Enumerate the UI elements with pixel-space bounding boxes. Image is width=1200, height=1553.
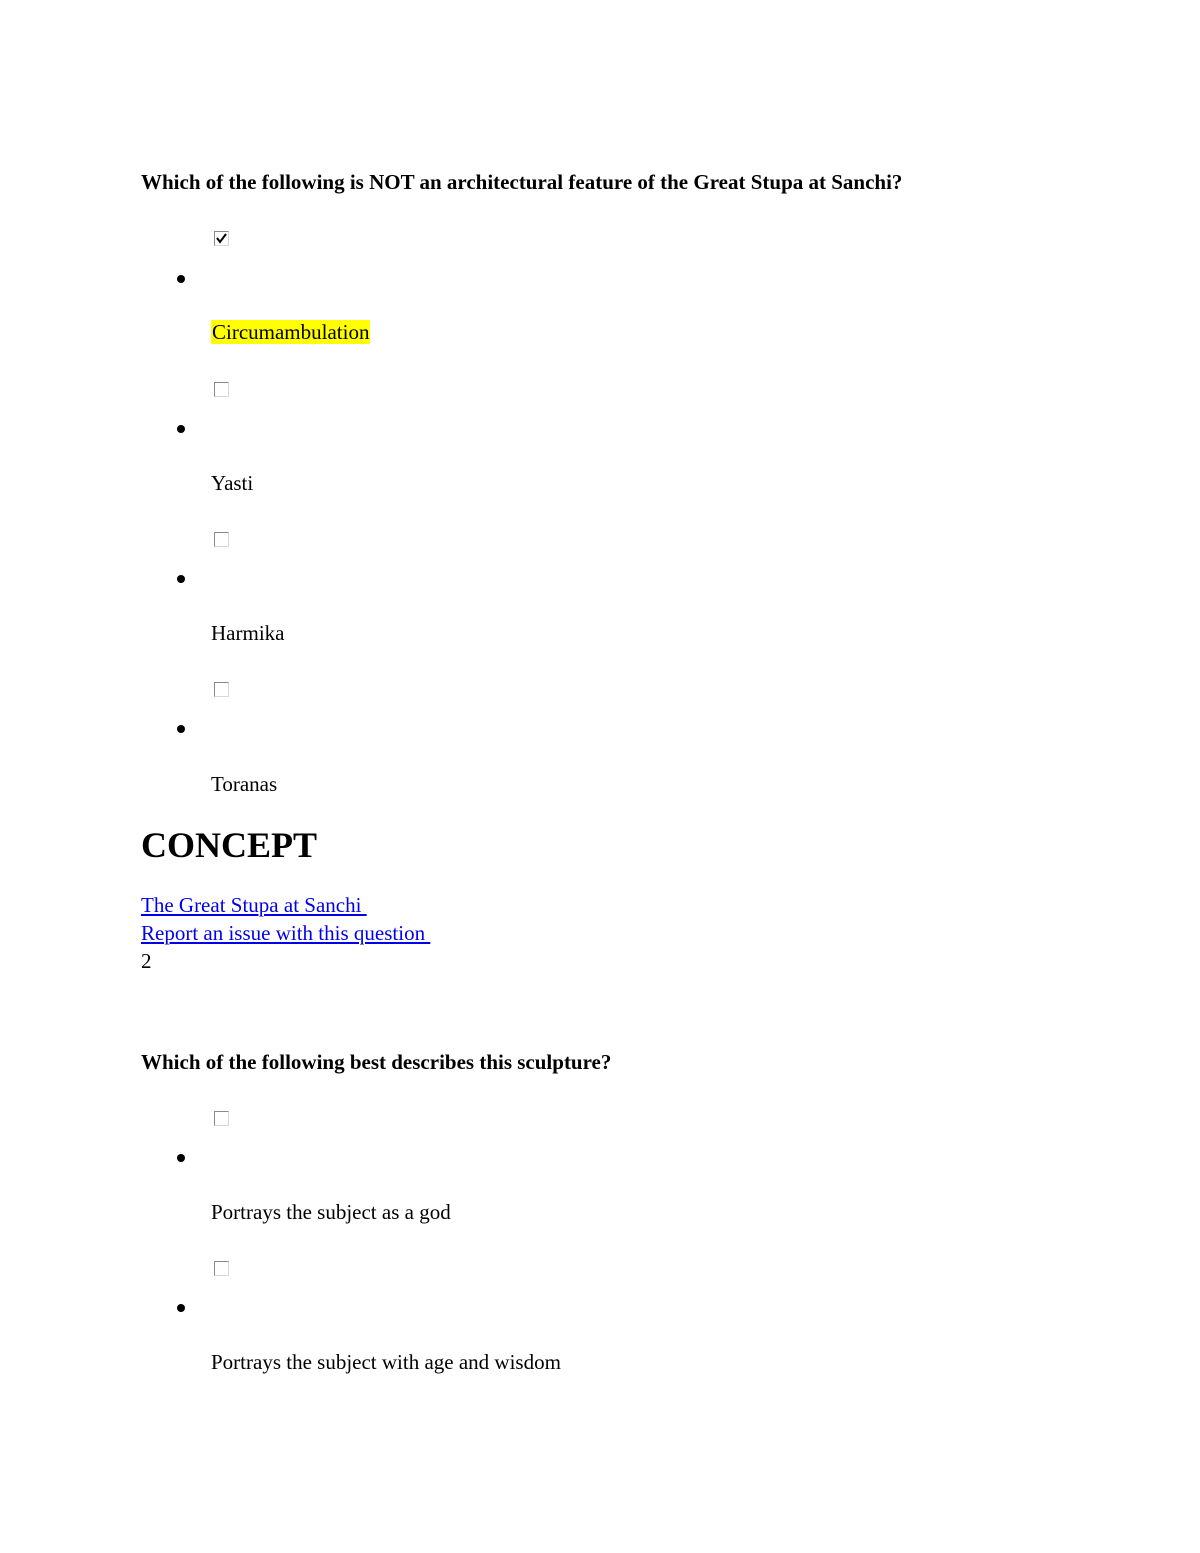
option-4-label: Toranas — [211, 772, 278, 796]
bullet-icon — [177, 1304, 185, 1312]
question-number: 2 — [141, 949, 152, 973]
option-2-checkbox[interactable] — [214, 382, 229, 397]
option-1-checkbox[interactable] — [214, 231, 229, 246]
q2-option-1-label: Portrays the subject as a god — [211, 1200, 451, 1224]
bullet-icon — [177, 275, 185, 283]
q2-option-2-label: Portrays the subject with age and wisdom — [211, 1350, 561, 1374]
option-2-label: Yasti — [211, 471, 254, 495]
bullet-icon — [177, 725, 185, 733]
checkmark-icon — [215, 232, 228, 245]
option-3-label: Harmika — [211, 621, 285, 645]
concept-heading: CONCEPT — [141, 825, 318, 865]
q2-option-2-checkbox[interactable] — [214, 1261, 229, 1276]
bullet-icon — [177, 1154, 185, 1162]
option-1-label-highlighted: Circumambulation — [212, 320, 370, 344]
q2-option-1-checkbox[interactable] — [214, 1111, 229, 1126]
option-4-checkbox[interactable] — [214, 682, 229, 697]
question-1-text: Which of the following is NOT an architectural feature of the Great Stupa at Sanchi? — [141, 170, 903, 194]
report-issue-link[interactable]: Report an issue with this question — [141, 921, 431, 945]
bullet-icon — [177, 425, 185, 433]
option-3-checkbox[interactable] — [214, 532, 229, 547]
option-1-label — [211, 320, 370, 345]
concept-link[interactable]: The Great Stupa at Sanchi — [141, 893, 367, 917]
question-2-text: Which of the following best describes this sculpture? — [141, 1050, 612, 1074]
bullet-icon — [177, 575, 185, 583]
